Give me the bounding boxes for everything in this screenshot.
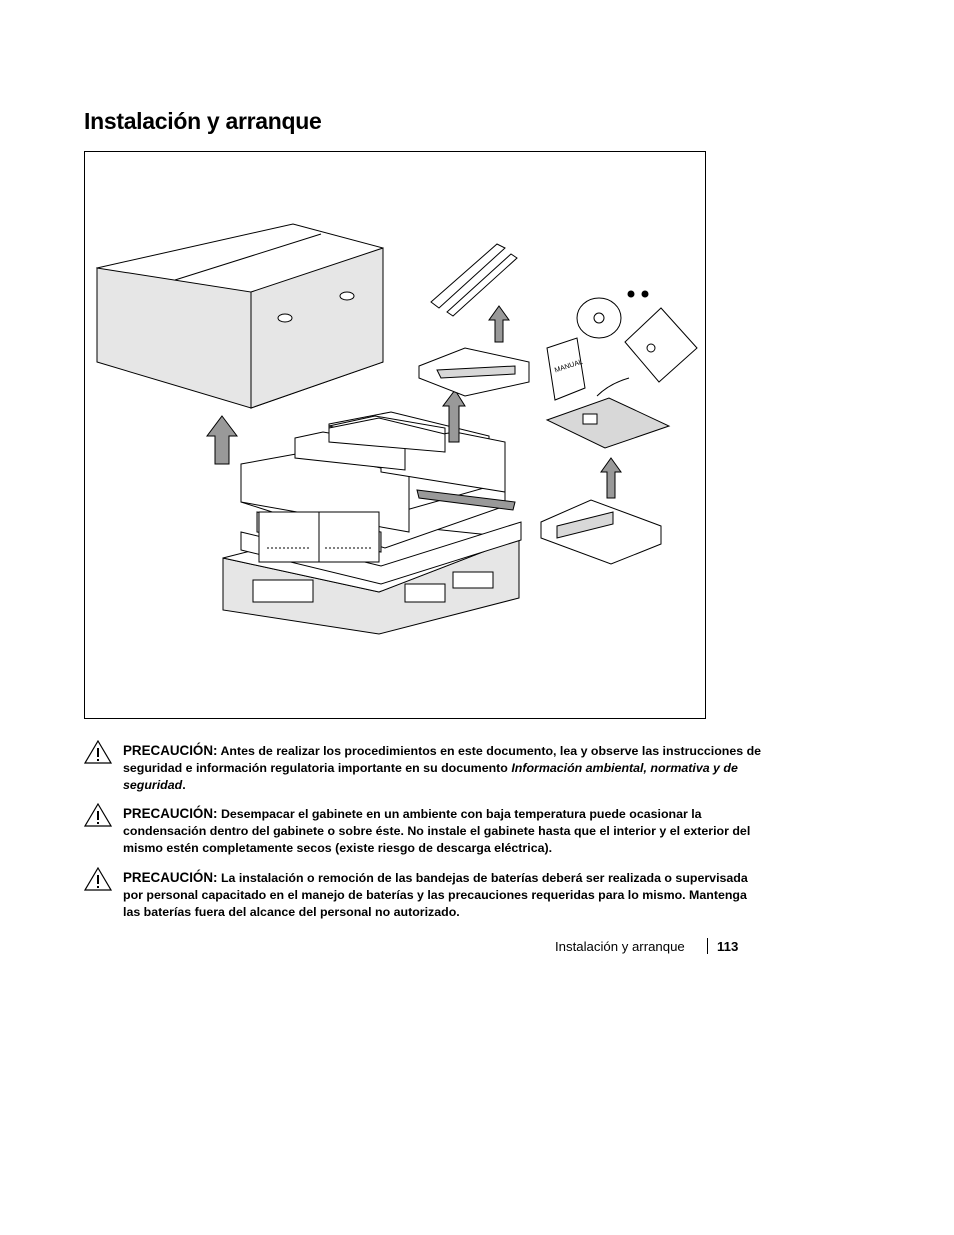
warning-icon [84, 803, 112, 827]
shipping-box-cover [97, 224, 383, 408]
caution-text [123, 869, 764, 921]
footer-divider [707, 938, 708, 954]
caution-block [84, 742, 764, 794]
cd-disc-icon [577, 298, 621, 338]
document-reference: Información ambiental, normativa y de seguridad [123, 761, 738, 792]
warning-icon [84, 867, 112, 891]
page-number: 113 [717, 939, 739, 954]
manual-label: MANUAL [553, 358, 584, 375]
manual-book [547, 338, 585, 400]
caution-label: PRECAUCIÓN: [123, 870, 218, 885]
caution-text [123, 805, 764, 857]
warning-icon [84, 740, 112, 764]
bezel-box [541, 500, 661, 564]
caution-block [84, 869, 764, 921]
caution-body: La instalación o remoción de las bandejas de baterías deberá ser realizada o supervisada por personal capacitado en el manejo de baterías y las precauciones requeridas para lo mismo. Mantenga las baterías fuera del alcance del personal no autorizado. [123, 871, 748, 919]
caution-block [84, 805, 764, 857]
battery-tray-unit [259, 512, 379, 562]
caution-body: Desempacar el gabinete en un ambiente con baja temperatura puede ocasionar la condensación dentro del gabinete o sobre éste. No instale el gabinete hasta que el interior y el exterior del mismo estén completamente secos (existe riesgo de descarga eléctrica). [123, 807, 751, 855]
up-arrow-icon [601, 458, 621, 498]
front-bezel [547, 398, 669, 448]
documentation-envelope [625, 308, 697, 382]
up-arrow-icon [489, 306, 509, 342]
mounting-rails [431, 244, 517, 316]
unpacking-illustration [84, 151, 706, 719]
caution-period: . [182, 778, 186, 792]
rail-box [419, 348, 529, 396]
screws-icon [628, 291, 648, 297]
caution-label: PRECAUCIÓN: [123, 743, 218, 758]
up-arrow-icon [207, 416, 237, 464]
footer-section-title: Instalación y arranque [555, 939, 685, 954]
caution-label: PRECAUCIÓN: [123, 806, 218, 821]
caution-text [123, 742, 764, 794]
caution-body: Antes de realizar los procedimientos en este documento, lea y observe las instrucciones de seguridad e información regulatoria importante en su documento [123, 744, 762, 775]
cable-icon [597, 378, 629, 396]
page-title: Instalación y arranque [84, 108, 322, 134]
